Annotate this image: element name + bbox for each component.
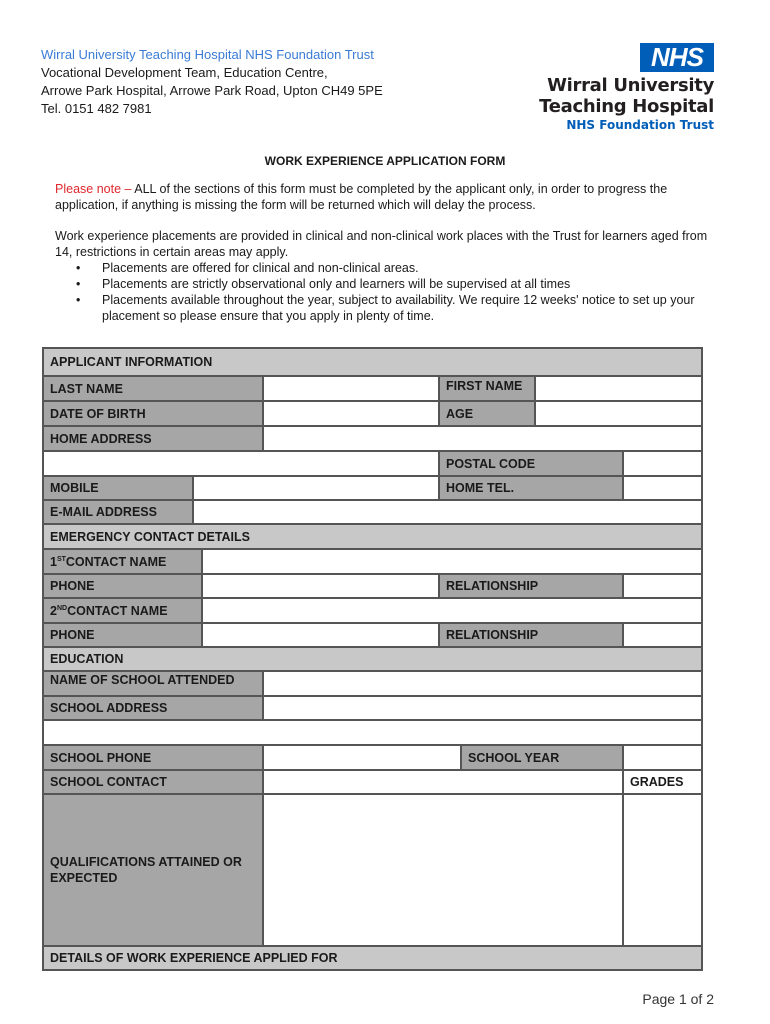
address-line-2: Arrowe Park Hospital, Arrowe Park Road, Upton CH49 5PE	[41, 83, 383, 98]
note-label: Please note –	[55, 182, 132, 196]
school-phone-field[interactable]	[263, 745, 461, 770]
age-field[interactable]	[535, 401, 702, 426]
qualifications-field[interactable]	[263, 794, 623, 946]
nhs-logo	[528, 43, 718, 135]
postal-code-label: POSTAL CODE	[439, 451, 623, 476]
form-title: WORK EXPERIENCE APPLICATION FORM	[264, 154, 506, 168]
last-name-field[interactable]	[263, 376, 439, 401]
section-work-experience-details: DETAILS OF WORK EXPERIENCE APPLIED FOR	[43, 946, 702, 970]
home-address-label: HOME ADDRESS	[43, 426, 263, 451]
school-name-label: NAME OF SCHOOL ATTENDED	[43, 671, 263, 696]
intro-section	[55, 228, 725, 324]
section-emergency-contact: EMERGENCY CONTACT DETAILS	[43, 524, 702, 549]
first-contact-relationship-label: RELATIONSHIP	[439, 574, 623, 598]
email-label: E-MAIL ADDRESS	[43, 500, 193, 524]
second-contact-phone-field[interactable]	[202, 623, 439, 647]
school-year-label: SCHOOL YEAR	[461, 745, 623, 770]
first-contact-name-field[interactable]	[202, 549, 702, 574]
grades-field[interactable]	[623, 794, 702, 946]
home-tel-field[interactable]	[623, 476, 702, 500]
list-item: • Placements are offered for clinical and non-clinical areas.	[76, 261, 419, 275]
section-education: EDUCATION	[43, 647, 702, 671]
second-contact-name-label: 2 $^{ND}$ CONTACT NAME	[43, 598, 202, 623]
second-contact-name-field[interactable]	[202, 598, 702, 623]
logo-line-1: Wirral University	[547, 75, 714, 96]
school-contact-label: SCHOOL CONTACT	[43, 770, 263, 794]
qualifications-label: QUALIFICATIONS ATTAINED OR EXPECTED	[43, 794, 263, 946]
second-contact-relationship-field[interactable]	[623, 623, 702, 647]
first-name-label: FIRST NAME	[439, 376, 535, 401]
home-address-field[interactable]	[263, 426, 702, 451]
list-item: • Placements available throughout the year, subject to availability. We require 12 weeks' notice to set up your placement so please ensure that you apply in plenty of time.	[76, 293, 695, 323]
logo-line-3: NHS Foundation Trust	[566, 118, 714, 132]
date-of-birth-field[interactable]	[263, 401, 439, 426]
grades-header: GRADES	[623, 770, 702, 794]
mobile-label: MOBILE	[43, 476, 193, 500]
first-name-field[interactable]	[535, 376, 702, 401]
address-line-1: Vocational Development Team, Education Centre,	[41, 65, 328, 80]
second-contact-phone-label: PHONE	[43, 623, 202, 647]
school-name-field[interactable]	[263, 671, 702, 696]
logo-line-2: Teaching Hospital	[539, 96, 714, 117]
date-of-birth-label: DATE OF BIRTH	[43, 401, 263, 426]
postal-code-field[interactable]	[623, 451, 702, 476]
first-contact-relationship-field[interactable]	[623, 574, 702, 598]
section-applicant-information: APPLICANT INFORMATION	[43, 348, 702, 376]
list-item: • Placements are strictly observational only and learners will be supervised at all times	[76, 277, 571, 291]
school-phone-label: SCHOOL PHONE	[43, 745, 263, 770]
school-year-field[interactable]	[623, 745, 702, 770]
trust-address-block	[41, 46, 383, 118]
trust-name: Wirral University Teaching Hospital NHS Foundation Trust	[41, 47, 374, 62]
second-contact-relationship-label: RELATIONSHIP	[439, 623, 623, 647]
email-field[interactable]	[193, 500, 702, 524]
home-address-line-2-field[interactable]	[43, 451, 439, 476]
telephone: Tel. 0151 482 7981	[41, 101, 152, 116]
school-address-line-2-field[interactable]	[43, 720, 702, 745]
home-tel-label: HOME TEL.	[439, 476, 623, 500]
page-number: Page 1 of 2	[642, 991, 714, 1007]
mobile-field[interactable]	[193, 476, 439, 500]
school-address-label: SCHOOL ADDRESS	[43, 696, 263, 720]
intro-text: Work experience placements are provided in clinical and non-clinical work places with the Trust for learners aged from 14, restrictions in certain areas may apply.	[55, 229, 708, 259]
school-contact-field[interactable]	[263, 770, 623, 794]
note-paragraph	[55, 181, 715, 213]
application-form	[42, 347, 703, 971]
first-contact-phone-field[interactable]	[202, 574, 439, 598]
first-contact-name-label: 1 $^{ST}$ CONTACT NAME	[43, 549, 202, 574]
nhs-badge: NHS	[640, 43, 714, 72]
note-text: ALL of the sections of this form must be completed by the applicant only, in order to progress the application, if anything is missing the form will be returned which will delay the process.	[55, 182, 668, 212]
last-name-label: LAST NAME	[43, 376, 263, 401]
intro-bullets	[55, 260, 725, 324]
age-label: AGE	[439, 401, 535, 426]
school-address-field[interactable]	[263, 696, 702, 720]
first-contact-phone-label: PHONE	[43, 574, 202, 598]
